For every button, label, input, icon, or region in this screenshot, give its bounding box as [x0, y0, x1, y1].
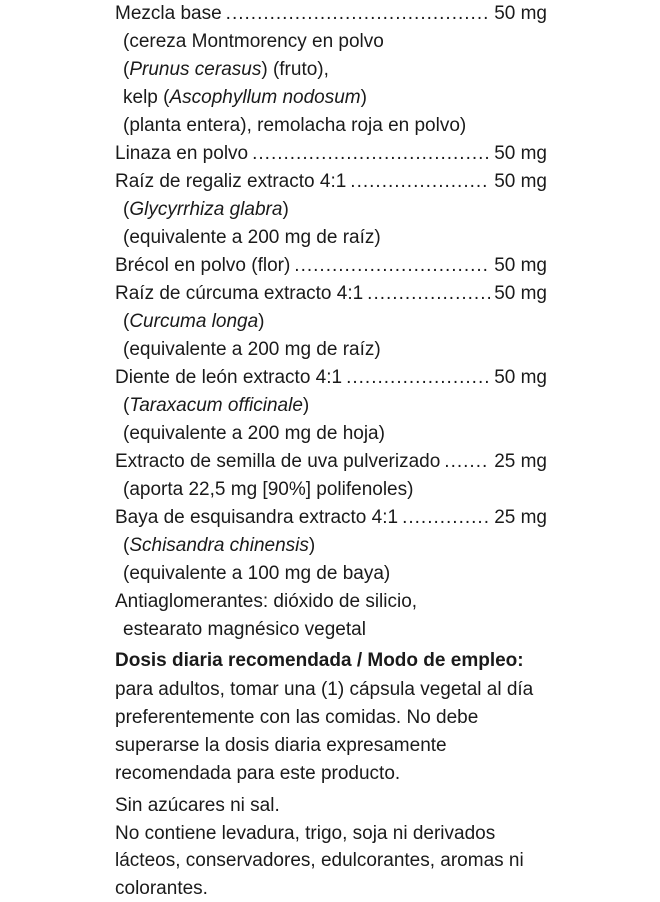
ingredient-detail: [115, 420, 547, 448]
ingredient-detail: ( Prunus cerasus ) (fruto),: [115, 56, 547, 84]
latin-name: Prunus cerasus: [129, 56, 261, 84]
ingredient-amount: 50 mg: [494, 140, 547, 168]
directions-section: [115, 646, 555, 788]
anticaking-agents-detail: [115, 616, 547, 644]
detail-text: ): [361, 84, 367, 112]
dot-leader: [346, 364, 490, 392]
detail-text: (cereza Montmorency en polvo: [123, 28, 384, 56]
ingredient-name: Linaza en polvo: [115, 140, 248, 168]
note-line: Sin azúcares ni sal.: [115, 792, 555, 820]
detail-text: ) (fruto),: [261, 56, 329, 84]
ingredient-name: Diente de león extracto 4:1: [115, 364, 342, 392]
note-line: No contiene levadura, trigo, soja ni derivados: [115, 820, 555, 848]
ingredient-row-curcuma: [115, 280, 547, 308]
ingredient-row-linaza: [115, 140, 547, 168]
ingredient-name: Brécol en polvo (flor): [115, 252, 290, 280]
ingredient-detail: [115, 84, 547, 112]
directions-heading: Dosis diaria recomendada / Modo de empleo:: [115, 646, 555, 676]
ingredient-amount: 50 mg: [494, 252, 547, 280]
ingredient-name: Baya de esquisandra extracto 4:1: [115, 504, 398, 532]
ingredient-amount: 25 mg: [494, 504, 547, 532]
detail-text: (planta entera), remolacha roja en polvo): [123, 112, 466, 140]
notes-section: [115, 792, 555, 902]
ingredient-list: [115, 0, 547, 644]
ingredient-detail: [115, 560, 547, 588]
directions-line: para adultos, tomar una (1) cápsula vegetal al día: [115, 676, 555, 704]
directions-line: preferentemente con las comidas. No debe: [115, 704, 555, 732]
equivalence-text: (equivalente a 100 mg de baya): [123, 560, 390, 588]
detail-text: Antiaglomerantes: dióxido de silicio,: [115, 588, 417, 616]
ingredient-detail: ( Schisandra chinensis ): [115, 532, 547, 560]
ingredient-detail: ( Taraxacum officinale ): [115, 392, 547, 420]
note-line: colorantes.: [115, 875, 555, 902]
anticaking-agents: [115, 588, 547, 616]
dot-leader: [402, 504, 490, 532]
ingredient-detail: [115, 476, 547, 504]
latin-name: Ascophyllum nodosum: [169, 84, 360, 112]
ingredient-row-mezcla-base: [115, 0, 547, 28]
ingredient-name: Extracto de semilla de uva pulverizado: [115, 448, 440, 476]
ingredient-name: Raíz de cúrcuma extracto 4:1: [115, 280, 363, 308]
equivalence-text: (equivalente a 200 mg de raíz): [123, 224, 381, 252]
detail-text: (aporta 22,5 mg [90%] polifenoles): [123, 476, 413, 504]
directions-line: recomendada para este producto.: [115, 760, 555, 788]
ingredient-amount: 50 mg: [494, 280, 547, 308]
ingredient-row-brecol: [115, 252, 547, 280]
ingredient-row-regaliz: [115, 168, 547, 196]
equivalence-text: (equivalente a 200 mg de hoja): [123, 420, 385, 448]
ingredient-detail: [115, 224, 547, 252]
ingredient-detail: ( Curcuma longa ): [115, 308, 547, 336]
directions-line: superarse la dosis diaria expresamente: [115, 732, 555, 760]
equivalence-text: (equivalente a 200 mg de raíz): [123, 336, 381, 364]
ingredient-row-esquisandra: [115, 504, 547, 532]
ingredient-detail: [115, 112, 547, 140]
ingredient-name: Mezcla base: [115, 0, 222, 28]
latin-name: Taraxacum officinale: [129, 392, 303, 420]
ingredient-amount: 50 mg: [494, 364, 547, 392]
ingredient-detail: [115, 28, 547, 56]
ingredient-amount: 50 mg: [494, 168, 547, 196]
ingredient-amount: 25 mg: [494, 448, 547, 476]
detail-text: estearato magnésico vegetal: [123, 616, 366, 644]
ingredient-row-diente-de-leon: [115, 364, 547, 392]
ingredient-detail: ( Glycyrrhiza glabra ): [115, 196, 547, 224]
dot-leader: [444, 448, 490, 476]
dot-leader: [252, 140, 490, 168]
dot-leader: [294, 252, 490, 280]
latin-name: Schisandra chinensis: [129, 532, 309, 560]
detail-text: kelp (: [123, 84, 169, 112]
latin-name: Curcuma longa: [129, 308, 258, 336]
ingredient-amount: 50 mg: [494, 0, 547, 28]
ingredient-detail: [115, 336, 547, 364]
dot-leader: [350, 168, 490, 196]
latin-name: Glycyrrhiza glabra: [129, 196, 282, 224]
ingredient-name: Raíz de regaliz extracto 4:1: [115, 168, 346, 196]
dot-leader: [367, 280, 490, 308]
dot-leader: [226, 0, 491, 28]
note-line: lácteos, conservadores, edulcorantes, aromas ni: [115, 847, 555, 875]
ingredient-row-semilla-uva: [115, 448, 547, 476]
